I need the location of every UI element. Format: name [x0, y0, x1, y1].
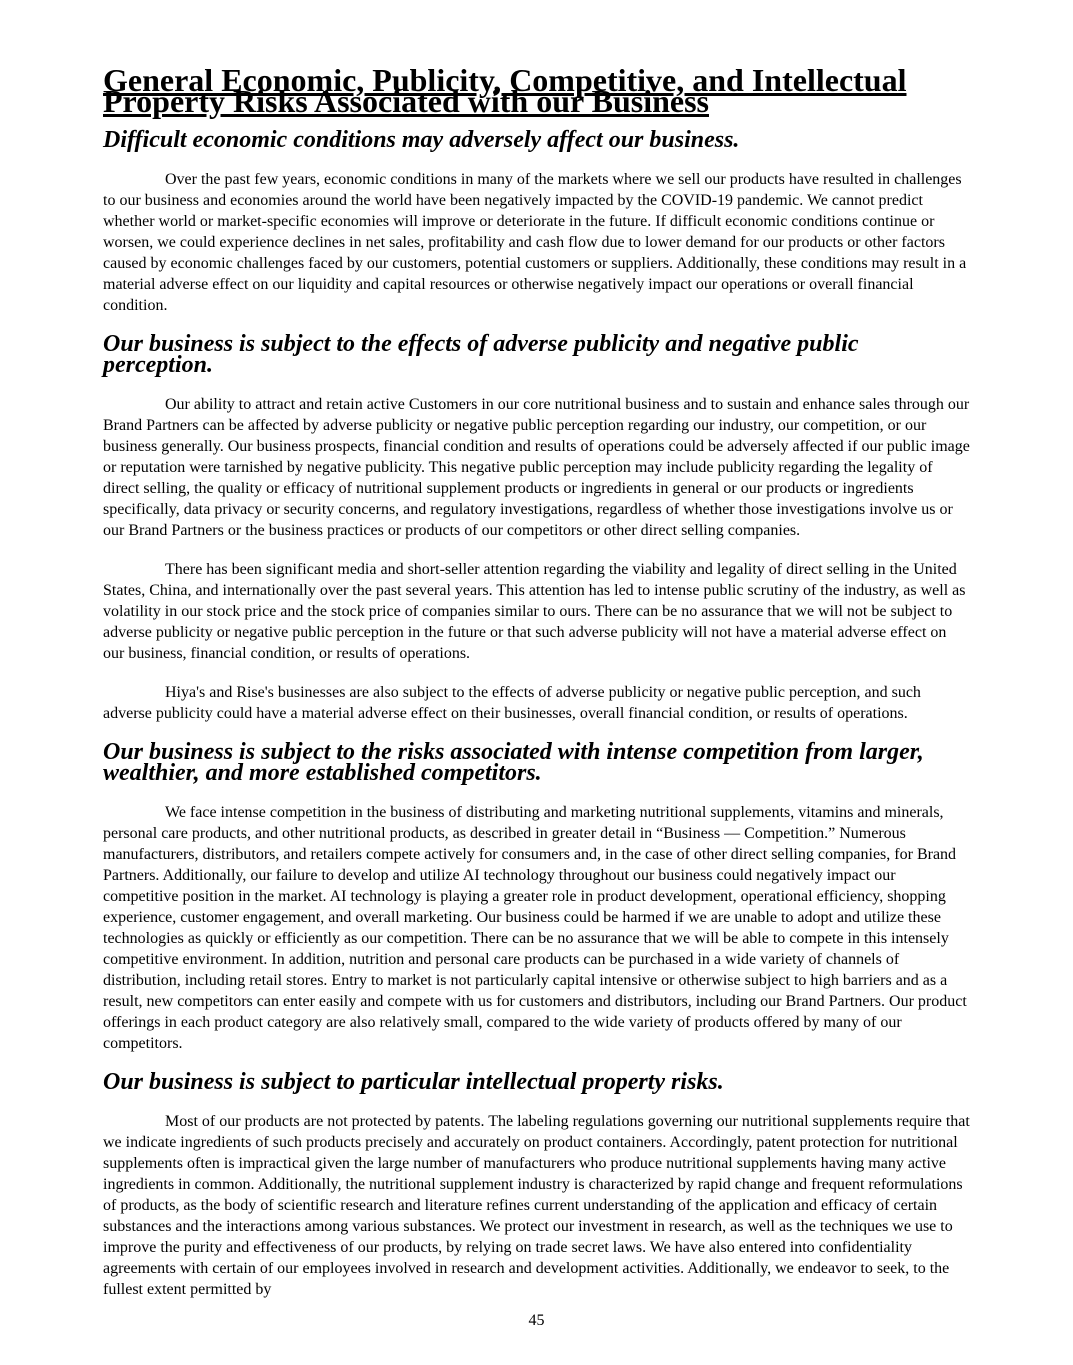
page-number: 45: [528, 1312, 545, 1329]
risk-subheading-intellectual-property: Our business is subject to particular intellectual property risks.: [103, 1069, 724, 1095]
risk-subheading-adverse-publicity: Our business is subject to the effects of adverse publicity and negative public perception.: [103, 331, 859, 378]
paragraph-economic-conditions: Over the past few years, economic conditions in many of the markets where we sell our products have resulted in challenges to our business and economies around the world have been negatively impacted by the COVID-19 pandemic. We cannot predict whether world or market-specific economies will improve or deteriorate in the future. If difficult economic conditions continue or worsen, we could experience declines in net sales, profitability and cash flow due to lower demand for our products or other factors caused by economic challenges faced by our customers, potential customers or suppliers. Additionally, these conditions may result in a material adverse effect on our liquidity and capital resources or otherwise negatively impact our operations or overall financial condition.: [103, 171, 967, 314]
paragraph-adverse-publicity-3: Hiya's and Rise's businesses are also subject to the effects of adverse publicity or negative public perception, and such adverse publicity could have a material adverse effect on their businesses, overall financial condition, or results of operations.: [103, 684, 921, 722]
risk-subheading-intense-competition: Our business is subject to the risks associated with intense competition from larger, wealthier, and more established competitors.: [103, 739, 924, 786]
risk-subheading-economic-conditions: Difficult economic conditions may adversely affect our business.: [103, 127, 740, 153]
paragraph-intense-competition: We face intense competition in the business of distributing and marketing nutritional supplements, vitamins and minerals, personal care products, and other nutritional products, as described in greater detail in “Business — Competition.” Numerous manufacturers, distributors, and retailers compete actively for consumers and, in the case of other direct selling companies, for Brand Partners. Additionally, our failure to develop and utilize AI technology throughout our business could negatively impact our competitive position in the market. AI technology is playing a greater role in product development, operational efficiency, shopping experience, customer engagement, and overall marketing. Our business could be harmed if we are unable to adopt and utilize these technologies as quickly or efficiently as our competition. There can be no assurance that we will be able to compete in this intensely competitive environment. In addition, nutrition and personal care products can be purchased in a wide variety of channels of distribution, including retail stores. Entry to market is not particularly capital intensive or otherwise subject to high barriers and as a result, new competitors can enter easily and compete with us for customers and distributors, including our Brand Partners. Our product offerings in each product category are also relatively small, compared to the wide variety of products offered by many of our competitors.: [103, 804, 967, 1052]
paragraph-intellectual-property: Most of our products are not protected by patents. The labeling regulations governing our nutritional supplements require that we indicate ingredients of such products precisely and accurately on product containers. Accordingly, patent protection for nutritional supplements often is impractical given the large number of manufacturers who produce nutritional supplements having many active ingredients in common. Additionally, the nutritional supplement industry is characterized by rapid change and frequent reformulations of products, as the body of scientific research and literature refines current understanding of the application and efficacy of certain substances and the interactions among various substances. We protect our investment in research, as well as the techniques we use to improve the purity and effectiveness of our products, by relying on trade secret laws. We have also entered into confidentiality agreements with certain of our employees involved in research and development activities. Additionally, we endeavor to seek, to the fullest extent permitted by: [103, 1113, 970, 1298]
document-page-body: [103, 62, 971, 1318]
paragraph-adverse-publicity-1: Our ability to attract and retain active Customers in our core nutritional business and to sustain and enhance sales through our Brand Partners can be affected by adverse publicity or negative public perception regarding our industry, our competition, or our business generally. Our business prospects, financial condition and results of operations could be adversely affected if our public image or reputation were tarnished by negative publicity. This negative public perception may include publicity regarding the legality of direct selling, the quality or efficacy of nutritional supplement products or ingredients in general or our products or ingredients specifically, data privacy or security concerns, and regulatory investigations, regardless of whether those investigations involve us or our Brand Partners or the business practices or products of our competitors or other direct selling companies.: [103, 396, 970, 539]
paragraph-adverse-publicity-2: There has been significant media and short-seller attention regarding the viability and legality of direct selling in the United States, China, and internationally over the past several years. This attention has led to intense public scrutiny of the industry, as well as volatility in our stock price and the stock price of companies similar to ours. There can be no assurance that we will not be subject to adverse publicity or negative public perception in the future or that such adverse publicity will not have a material adverse effect on our business, financial condition, or results of operations.: [103, 561, 966, 662]
section-heading-general-economic-risks: General Economic, Publicity, Competitive, and Intellectual Property Risks Associated with our Business: [103, 62, 907, 119]
